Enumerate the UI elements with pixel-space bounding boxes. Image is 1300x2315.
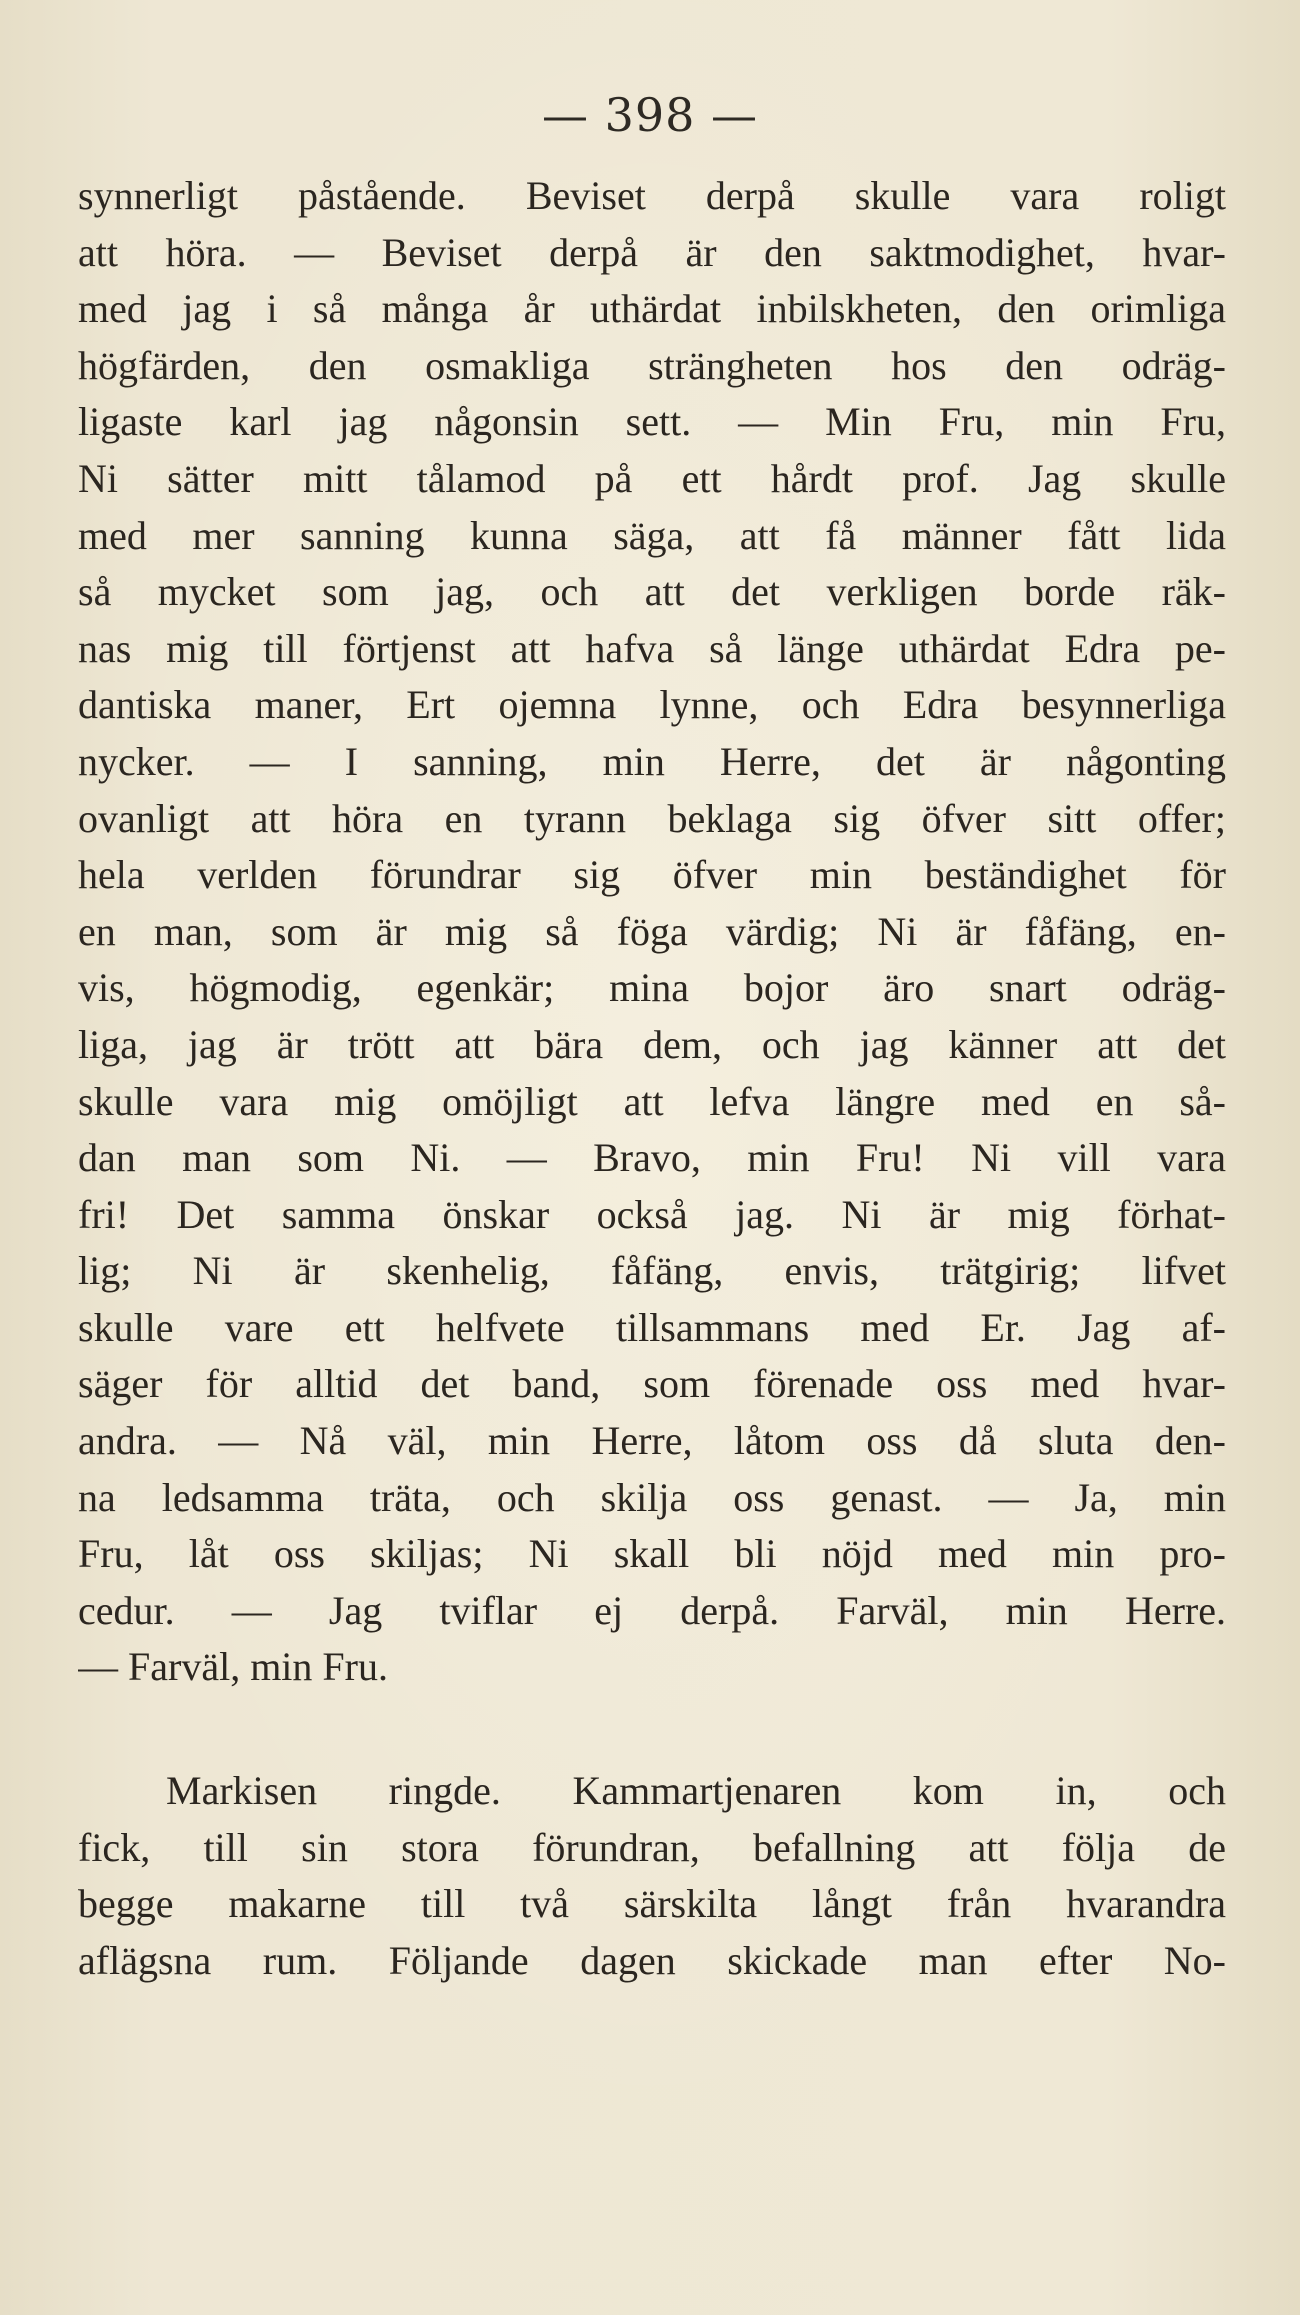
text-line: aflägsna rum. Följande dagen skickade man efter No-: [78, 1937, 1226, 1983]
text-line: liga, jag är trött att bära dem, och jag känner att det: [78, 1021, 1226, 1067]
text-line: dantiska maner, Ert ojemna lynne, och Edra besynnerliga: [78, 682, 1226, 728]
text-line: hela verlden förundrar sig öfver min beständighet för: [78, 852, 1226, 898]
text-line: ligaste karl jag någonsin sett. — Min Fru, min Fru,: [78, 399, 1226, 445]
text-line: att höra. — Beviset derpå är den saktmodighet, hvar-: [78, 229, 1226, 275]
body-text: [78, 168, 1226, 1989]
text-line: Ni sätter mitt tålamod på ett hårdt prof. Jag skulle: [78, 455, 1226, 501]
text-line: nycker. — I sanning, min Herre, det är någonting: [78, 738, 1226, 784]
text-line: nas mig till förtjenst att hafva så länge uthärdat Edra pe-: [78, 625, 1226, 671]
text-line: na ledsamma träta, och skilja oss genast. — Ja, min: [78, 1474, 1226, 1520]
text-line: fri! Det samma önskar också jag. Ni är mig förhat-: [78, 1191, 1226, 1237]
text-line: en man, som är mig så föga värdig; Ni är fåfäng, en-: [78, 908, 1226, 954]
text-line: lig; Ni är skenhelig, fåfäng, envis, trätgirig; lifvet: [78, 1248, 1226, 1294]
text-line: andra. — Nå väl, min Herre, låtom oss då sluta den-: [78, 1418, 1226, 1464]
text-line: med jag i så många år uthärdat inbilskheten, den orimliga: [78, 286, 1226, 332]
paragraph-gap: [78, 1696, 1226, 1763]
text-line: med mer sanning kunna säga, att få männer fått lida: [78, 512, 1226, 558]
text-line: så mycket som jag, och att det verkligen borde räk-: [78, 569, 1226, 615]
text-line: vis, högmodig, egenkär; mina bojor äro snart odräg-: [78, 965, 1226, 1011]
text-line: cedur. — Jag tviflar ej derpå. Farväl, min Herre.: [78, 1587, 1226, 1633]
text-line: högfärden, den osmakliga strängheten hos den odräg-: [78, 342, 1226, 388]
page-number-header: — 398 —: [541, 88, 759, 142]
text-line: — Farväl, min Fru.: [78, 1644, 388, 1690]
text-line: synnerligt påstående. Beviset derpå skulle vara roligt: [78, 173, 1226, 218]
text-line: Markisen ringde. Kammartjenaren kom in, och: [166, 1768, 1226, 1814]
text-line: Fru, låt oss skiljas; Ni skall bli nöjd med min pro-: [78, 1531, 1226, 1577]
text-line: dan man som Ni. — Bravo, min Fru! Ni vill vara: [78, 1135, 1226, 1181]
text-line: skulle vare ett helfvete tillsammans med Er. Jag af-: [78, 1304, 1226, 1350]
text-line: skulle vara mig omöjligt att lefva längre med en så-: [78, 1078, 1226, 1124]
text-line: säger för alltid det band, som förenade oss med hvar-: [78, 1361, 1226, 1407]
paragraph: [78, 1763, 1226, 1989]
text-line: begge makarne till två särskilta långt från hvarandra: [78, 1881, 1226, 1927]
text-line: fick, till sin stora förundran, befallning att följa de: [78, 1824, 1226, 1870]
text-line: ovanligt att höra en tyrann beklaga sig öfver sitt offer;: [78, 795, 1226, 841]
paragraph: [78, 168, 1226, 1696]
